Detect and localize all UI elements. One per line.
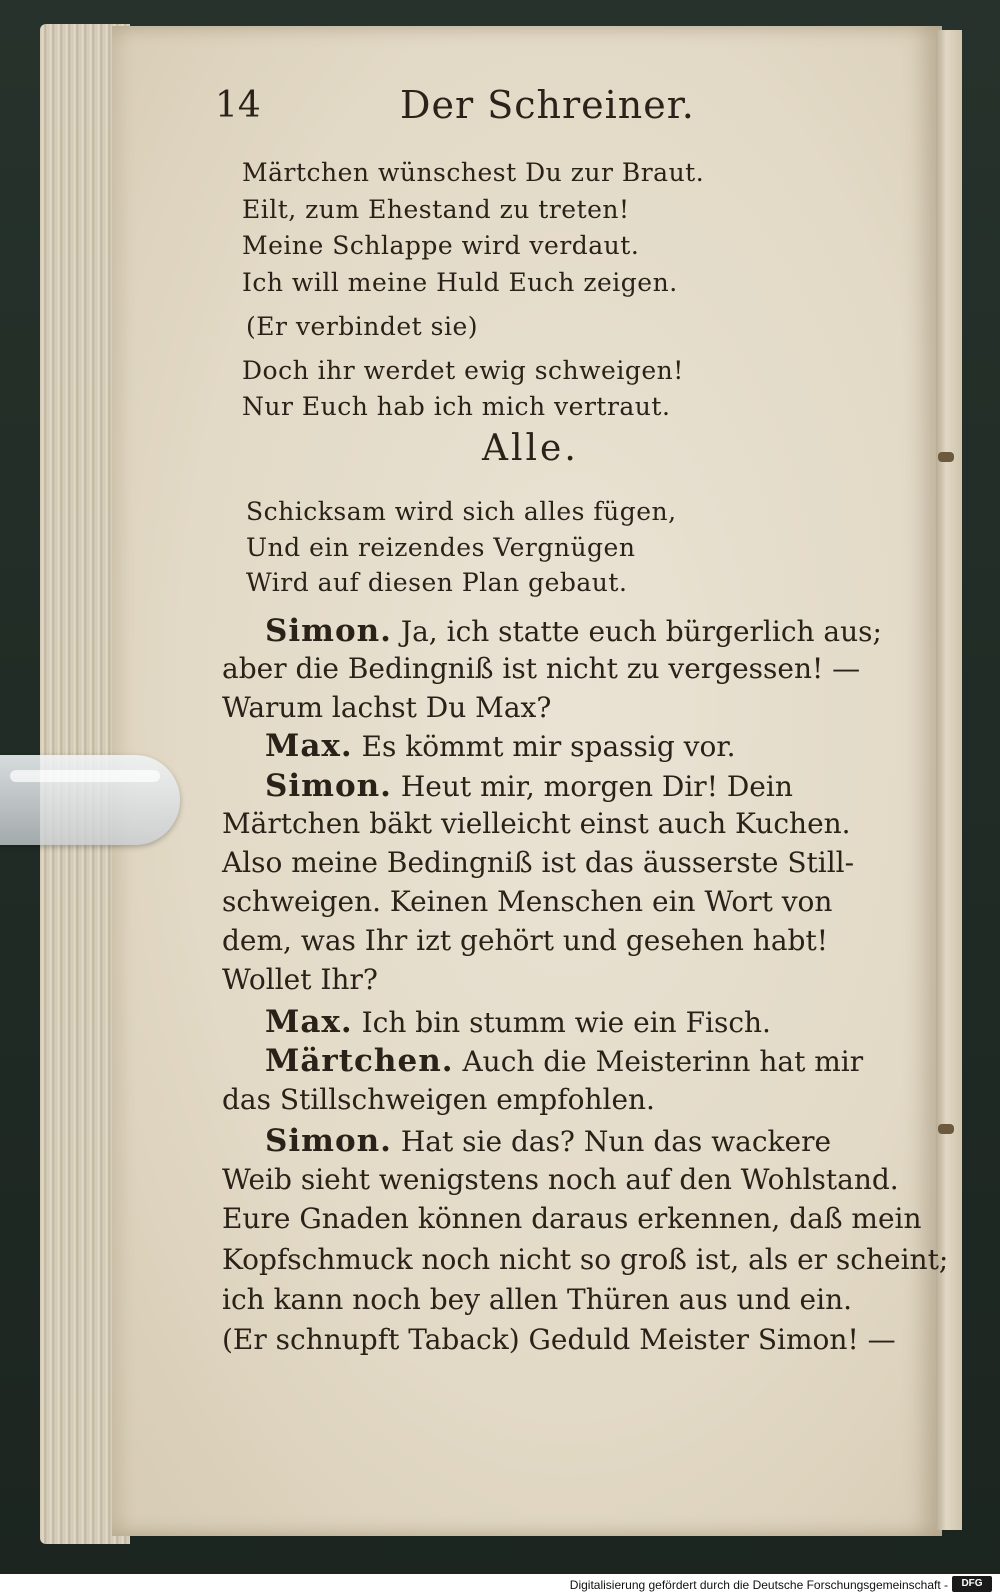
running-title: Der Schreiner. (400, 83, 695, 127)
verse-line: Und ein reizendes Vergnügen (246, 533, 636, 562)
dialogue-line (265, 613, 882, 649)
dialogue-line: ich kann noch bey allen Thüren aus und ein. (222, 1283, 852, 1316)
dialogue-text: Auch die Meisterinn hat mir (462, 1045, 864, 1078)
dialogue-line: Warum lachst Du Max? (222, 691, 552, 724)
verse-line: Nur Euch hab ich mich vertraut. (242, 392, 671, 421)
verse-line: Ich will meine Huld Euch zeigen. (242, 268, 678, 297)
dialogue-text: Hat sie das? Nun das wackere (400, 1125, 832, 1158)
binding-thread (938, 1124, 954, 1134)
dialogue-line: Wollet Ihr? (222, 963, 378, 996)
dialogue-line (265, 1123, 831, 1159)
dialogue-line: Eure Gnaden können daraus erkennen, daß mein (222, 1202, 922, 1235)
verse-line: Schicksam wird sich alles fügen, (246, 497, 677, 526)
speaker-name: Simon. (265, 1123, 392, 1159)
dialogue-line (265, 1043, 863, 1079)
verse-line: Wird auf diesen Plan gebaut. (246, 568, 628, 597)
speaker-name: Simon. (265, 613, 392, 649)
page-holder-highlight (10, 770, 160, 782)
stage-direction: (Er verbindet sie) (246, 312, 479, 341)
dialogue-line: Also meine Bedingniß ist das äusserste Still- (222, 846, 855, 879)
dialogue-text: Heut mir, morgen Dir! Dein (400, 770, 793, 803)
page-holder-clip (0, 755, 180, 845)
dialogue-line: Weib sieht wenigstens noch auf den Wohlstand. (222, 1163, 899, 1196)
speaker-name: Simon. (265, 768, 392, 804)
dialogue-line: aber die Bedingniß ist nicht zu vergessen! — (222, 652, 861, 685)
dfg-logo: DFG (952, 1576, 992, 1592)
binding-thread (938, 452, 954, 462)
dialogue-line (265, 728, 736, 764)
speaker-name: Max. (265, 1004, 353, 1040)
chorus-speaker-heading: Alle. (482, 428, 579, 469)
dialogue-line: schweigen. Keinen Menschen ein Wort von (222, 885, 833, 918)
dialogue-line (265, 1004, 771, 1040)
dialogue-line: Märtchen bäkt vielleicht einst auch Kuchen. (222, 807, 851, 840)
page-header (215, 85, 855, 145)
page-number: 14 (215, 85, 261, 126)
dialogue-text: Ich bin stumm wie ein Fisch. (361, 1006, 771, 1039)
dialogue-line: (Er schnupft Taback) Geduld Meister Simon! — (222, 1323, 896, 1356)
footer-credit: Digitalisierung gefördert durch die Deutsche Forschungsgemeinschaft - (569, 1578, 948, 1592)
dialogue-text: Es kömmt mir spassig vor. (361, 730, 736, 763)
verse-line: Doch ihr werdet ewig schweigen! (242, 356, 684, 385)
book-gutter-edge (936, 30, 962, 1530)
dialogue-line: das Stillschweigen empfohlen. (222, 1083, 655, 1116)
dialogue-line: Kopfschmuck noch nicht so groß ist, als er scheint; (222, 1243, 949, 1276)
verse-line: Meine Schlappe wird verdaut. (242, 231, 640, 260)
dialogue-line: dem, was Ihr izt gehört und gesehen habt! (222, 924, 828, 957)
verse-line: Eilt, zum Ehestand zu treten! (242, 195, 630, 224)
verse-line: Märtchen wünschest Du zur Braut. (242, 158, 705, 187)
dialogue-line (265, 768, 793, 804)
dialogue-text: Ja, ich statte euch bürgerlich aus; (400, 615, 882, 648)
speaker-name: Max. (265, 728, 353, 764)
speaker-name: Märtchen. (265, 1043, 454, 1079)
